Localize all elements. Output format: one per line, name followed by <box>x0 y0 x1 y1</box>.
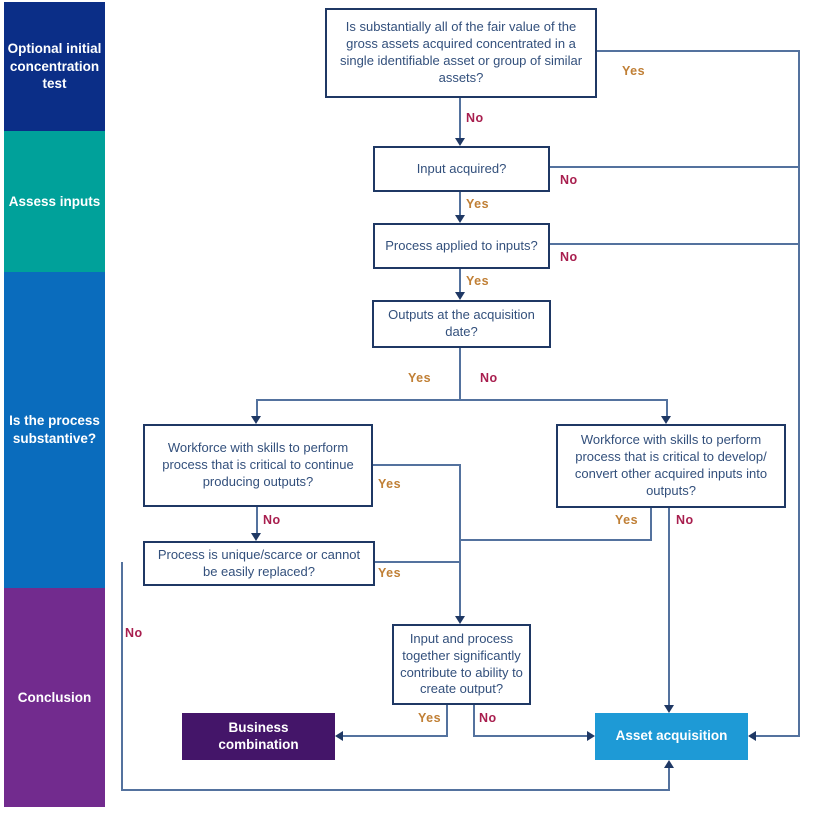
connector-bottom-up-to-asset <box>668 766 670 790</box>
edge-label-concentration-yes: Yes <box>622 64 646 78</box>
connector-mid-stem <box>459 465 461 618</box>
node-process-unique <box>143 541 375 586</box>
arrowhead-into-input-acquired <box>455 138 465 146</box>
node-text: Workforce with skills to perform process that is critical to continue producing outputs? <box>162 440 354 489</box>
edge-label-input-yes: Yes <box>466 197 490 211</box>
connector-process-no <box>550 243 800 245</box>
edge-label-workforce-continue-yes: Yes <box>378 477 402 491</box>
edge-label-process-yes: Yes <box>466 274 490 288</box>
connector-workforce-continue-yes <box>373 464 461 466</box>
band-label: Conclusion <box>17 689 92 705</box>
node-input-process <box>392 624 531 705</box>
node-text: Input acquired? <box>416 160 507 176</box>
connector-bottom-no-path <box>121 789 670 791</box>
edge-label-input-no: No <box>560 173 578 187</box>
edge-label-concentration-no: No <box>466 111 484 125</box>
connector-to-business-combination <box>343 735 448 737</box>
connector-workforce-continue-no <box>256 507 258 535</box>
edge-label-outputs-no: No <box>480 371 498 385</box>
arrowhead-into-process-applied <box>455 215 465 223</box>
node-input-acquired <box>373 146 550 192</box>
edge-label-workforce-continue-no: No <box>263 513 281 527</box>
connector-left-no-rail <box>121 562 123 791</box>
connector-input-yes <box>459 192 461 217</box>
node-text: Outputs at the acquisition date? <box>388 307 535 339</box>
connector-process-unique-yes <box>375 561 461 563</box>
edge-label-process-unique-no: No <box>125 626 143 640</box>
connector-workforce-develop-yes-drop <box>650 508 652 541</box>
arrowhead-into-outputs <box>455 292 465 300</box>
node-workforce-develop <box>556 424 786 508</box>
edge-label-process-unique-yes: Yes <box>378 566 402 580</box>
sidebar-band-conclusion <box>4 588 105 807</box>
connector-right-rail <box>798 50 800 737</box>
edge-label-process-no: No <box>560 250 578 264</box>
connector-to-asset-left <box>474 735 588 737</box>
node-asset-acquisition <box>595 713 748 760</box>
node-outputs-at-date <box>372 300 551 348</box>
sidebar-band-concentration-test <box>4 2 105 131</box>
node-process-applied <box>373 223 550 269</box>
connector-input-no <box>550 166 800 168</box>
edge-label-input-process-no: No <box>479 711 497 725</box>
node-text: Asset acquisition <box>615 728 728 744</box>
connector-workforce-develop-no <box>668 508 670 707</box>
arrowhead-into-asset-bottom <box>664 760 674 768</box>
arrowhead-into-workforce-develop <box>661 416 671 424</box>
sidebar-band-process-substantive <box>4 272 105 588</box>
connector-outputs-branch <box>256 399 668 401</box>
sidebar-band-assess-inputs <box>4 131 105 272</box>
node-text: Workforce with skills to perform process that is critical to develop/ convert other acquired inputs into outputs? <box>574 432 768 498</box>
connector-input-process-yes-drop <box>446 705 448 737</box>
edge-label-outputs-yes: Yes <box>408 371 432 385</box>
band-label: Optional initial concentration test <box>7 41 102 92</box>
node-text: Process is unique/scarce or cannot be easily replaced? <box>157 546 361 579</box>
arrowhead-into-workforce-continue <box>251 416 261 424</box>
node-text: Process applied to inputs? <box>385 237 538 253</box>
edge-label-workforce-develop-yes: Yes <box>615 513 639 527</box>
connector-outputs-stem <box>459 348 461 401</box>
connector-input-process-no-drop <box>473 705 475 737</box>
arrowhead-into-asset-right <box>748 731 756 741</box>
node-text: Input and process together significantly contribute to ability to create output? <box>400 630 523 697</box>
edge-label-input-process-yes: Yes <box>418 711 442 725</box>
band-label: Is the process substantive? <box>9 413 100 446</box>
connector-to-asset-right <box>756 735 800 737</box>
arrowhead-into-asset-left <box>587 731 595 741</box>
arrowhead-into-input-process <box>455 616 465 624</box>
edge-label-workforce-develop-no: No <box>676 513 694 527</box>
node-concentration-test <box>325 8 597 98</box>
node-business-combination <box>182 713 335 760</box>
arrowhead-into-process-unique <box>251 533 261 541</box>
arrowhead-into-asset-top <box>664 705 674 713</box>
node-text: Business combination <box>218 719 299 752</box>
arrowhead-into-business-combination <box>335 731 343 741</box>
node-workforce-continue <box>143 424 373 507</box>
connector-concentration-no <box>459 98 461 139</box>
band-label: Assess inputs <box>8 193 101 209</box>
connector-concentration-yes <box>597 50 800 52</box>
connector-process-yes <box>459 269 461 294</box>
connector-workforce-develop-yes <box>460 539 652 541</box>
node-text: Is substantially all of the fair value of the gross assets acquired concentrated in a single identifiable asset or group of similar assets? <box>339 19 583 85</box>
